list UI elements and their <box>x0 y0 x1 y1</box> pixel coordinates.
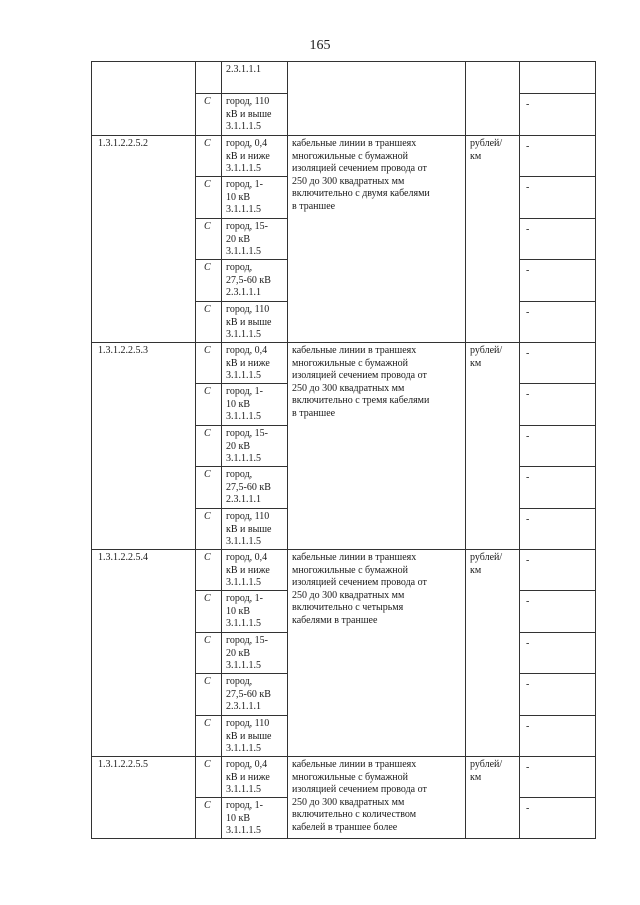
value-cell: - <box>520 260 596 302</box>
letter-cell: С <box>196 716 222 757</box>
value-cell: - <box>520 716 596 757</box>
value-cell: - <box>520 591 596 633</box>
value-cell: - <box>520 757 596 798</box>
letter-cell: С <box>196 591 222 633</box>
value-cell <box>520 62 596 94</box>
table-row <box>92 343 596 384</box>
voltage-cell: город, 15- 20 кВ 3.1.1.1.5 <box>222 426 288 467</box>
value-cell: - <box>520 343 596 384</box>
letter-cell <box>196 62 222 94</box>
voltage-cell: город, 1- 10 кВ 3.1.1.1.5 <box>222 798 288 839</box>
description-cell: кабельные линии в траншеях многожильные с бумажной изоляцией сечением провода от 250 до 300 квадратных мм включительно с двумя кабелями в траншее <box>288 136 466 343</box>
description-cell: кабельные линии в траншеях многожильные с бумажной изоляцией сечением провода от 250 до 300 квадратных мм включительно с тремя кабелями в траншее <box>288 343 466 550</box>
value-cell: - <box>520 633 596 674</box>
voltage-cell: город, 27,5-60 кВ 2.3.1.1.1 <box>222 260 288 302</box>
letter-cell: С <box>196 509 222 550</box>
unit-cell: рублей/ км <box>466 343 520 550</box>
value-cell: - <box>520 467 596 509</box>
letter-cell: С <box>196 633 222 674</box>
letter-cell: С <box>196 177 222 219</box>
letter-cell: С <box>196 384 222 426</box>
table-row <box>92 757 596 798</box>
value-cell: - <box>520 426 596 467</box>
voltage-cell: город, 27,5-60 кВ 2.3.1.1.1 <box>222 467 288 509</box>
description-cell: кабельные линии в траншеях многожильные с бумажной изоляцией сечением провода от 250 до 300 квадратных мм включительно с четырьмя кабелями в траншее <box>288 550 466 757</box>
value-cell: - <box>520 177 596 219</box>
table-row <box>92 136 596 177</box>
code-cell <box>92 62 196 136</box>
value-cell: - <box>520 384 596 426</box>
value-cell: - <box>520 509 596 550</box>
letter-cell: С <box>196 260 222 302</box>
description-cell: кабельные линии в траншеях многожильные с бумажной изоляцией сечением провода от 250 до 300 квадратных мм включительно с количеством кабелей в траншее более <box>288 757 466 839</box>
voltage-cell: город, 15- 20 кВ 3.1.1.1.5 <box>222 633 288 674</box>
voltage-cell: город, 0,4 кВ и ниже 3.1.1.1.5 <box>222 550 288 591</box>
table-row <box>92 550 596 591</box>
code-cell: 1.3.1.2.2.5.5 <box>92 757 196 839</box>
letter-cell: С <box>196 550 222 591</box>
code-cell: 1.3.1.2.2.5.2 <box>92 136 196 343</box>
value-cell: - <box>520 136 596 177</box>
value-cell: - <box>520 302 596 343</box>
unit-cell: рублей/ км <box>466 757 520 839</box>
letter-cell: С <box>196 343 222 384</box>
code-cell: 1.3.1.2.2.5.4 <box>92 550 196 757</box>
voltage-cell: город, 27,5-60 кВ 2.3.1.1.1 <box>222 674 288 716</box>
table-row <box>92 62 596 94</box>
letter-cell: С <box>196 94 222 136</box>
unit-cell <box>466 62 520 136</box>
voltage-cell: город, 110 кВ и выше 3.1.1.1.5 <box>222 94 288 136</box>
voltage-cell: город, 0,4 кВ и ниже 3.1.1.1.5 <box>222 757 288 798</box>
letter-cell: С <box>196 426 222 467</box>
code-cell: 1.3.1.2.2.5.3 <box>92 343 196 550</box>
unit-cell: рублей/ км <box>466 550 520 757</box>
voltage-cell: город, 0,4 кВ и ниже 3.1.1.1.5 <box>222 343 288 384</box>
voltage-cell: город, 110 кВ и выше 3.1.1.1.5 <box>222 302 288 343</box>
voltage-cell: город, 110 кВ и выше 3.1.1.1.5 <box>222 509 288 550</box>
voltage-cell: город, 1- 10 кВ 3.1.1.1.5 <box>222 177 288 219</box>
value-cell: - <box>520 674 596 716</box>
value-cell: - <box>520 219 596 260</box>
voltage-cell: город, 1- 10 кВ 3.1.1.1.5 <box>222 591 288 633</box>
voltage-cell: город, 0,4 кВ и ниже 3.1.1.1.5 <box>222 136 288 177</box>
value-cell: - <box>520 550 596 591</box>
description-cell <box>288 62 466 136</box>
letter-cell: С <box>196 674 222 716</box>
letter-cell: С <box>196 757 222 798</box>
voltage-cell: 2.3.1.1.1 <box>222 62 288 94</box>
voltage-cell: город, 110 кВ и выше 3.1.1.1.5 <box>222 716 288 757</box>
letter-cell: С <box>196 219 222 260</box>
tariff-table <box>91 61 596 839</box>
voltage-cell: город, 1- 10 кВ 3.1.1.1.5 <box>222 384 288 426</box>
value-cell: - <box>520 94 596 136</box>
unit-cell: рублей/ км <box>466 136 520 343</box>
page-number: 165 <box>309 38 331 53</box>
letter-cell: С <box>196 302 222 343</box>
letter-cell: С <box>196 467 222 509</box>
voltage-cell: город, 15- 20 кВ 3.1.1.1.5 <box>222 219 288 260</box>
value-cell: - <box>520 798 596 839</box>
letter-cell: С <box>196 798 222 839</box>
letter-cell: С <box>196 136 222 177</box>
